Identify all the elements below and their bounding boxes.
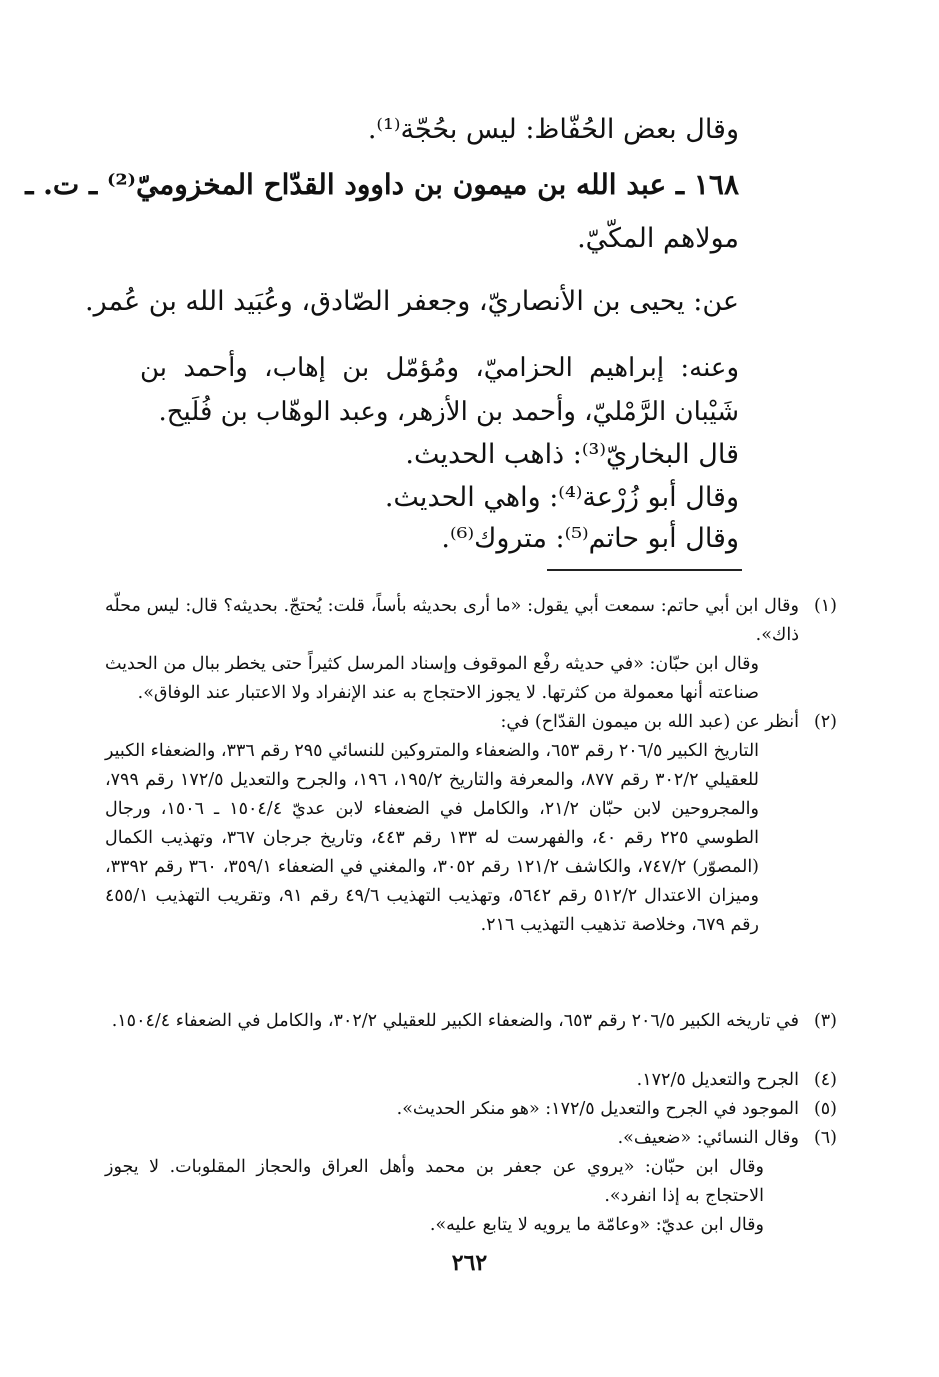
footnote-text: وقال ابن أبي حاتم: سمعت أبي يقول: «ما أرى بحديثه بأساً، قلت: يُحتجّ. بحديثه؟ قال: ليس محلّه ذاك». <box>105 596 799 645</box>
footnote-5 <box>105 1095 837 1124</box>
footnote-6 <box>105 1124 837 1153</box>
footnote-number: (٦) <box>813 1128 837 1148</box>
text-line-mawla: مولاهم المكّيّ. <box>577 223 739 254</box>
footnote-text: أنظر عن (عبد الله بن ميمون القدّاح) في: <box>500 712 799 732</box>
footnote-text: وقال النسائي: «ضعيف». <box>617 1128 799 1148</box>
footnote-3 <box>105 1007 837 1036</box>
footnote-text: الموجود في الجرح والتعديل ١٧٢/٥: «هو منكر الحديث». <box>396 1099 799 1119</box>
text-paragraph-narrators: وعنه: إبراهيم الحزاميّ، ومُؤمّل بن إهاب، وأحمد بن شَيْبان الرَّمْليّ، وأحمد بن الأزهر، وعبد الوهّاب بن فُلَيح. <box>140 353 739 427</box>
page-number: ٢٦٢ <box>451 1250 488 1276</box>
footnote-1 <box>105 592 837 650</box>
footnote-6-ibn-adi: وقال ابن عديّ: «وعامّة ما يرويه لا يتابع عليه». <box>429 1215 764 1235</box>
footnote-number: (١) <box>813 596 837 616</box>
text-line-narrated-from: عن: يحيى بن الأنصاريّ، وجعفر الصّادق، وعُبَيد الله بن عُمر. <box>85 286 739 317</box>
footnote-6-ibn-hibban: وقال ابن حبّان: «يروي عن جعفر بن محمد وأهل العراق والحجاز المقلوبات. لا يجوز الاحتجاج به إذا انفرد». <box>105 1157 764 1206</box>
footnote-number: (٥) <box>813 1099 837 1119</box>
footnote-text: في تاريخه الكبير ٢٠٦/٥ رقم ٦٥٣، والضعفاء الكبير للعقيلي ٣٠٢/٢، والكامل في الضعفاء ١٥٠٤/٤. <box>111 1011 799 1031</box>
footnote-separator <box>547 569 742 571</box>
text-line-hafiz-opinion: وقال بعض الحُفّاظ: ليس بحُجّة⁽¹⁾. <box>367 114 739 145</box>
footnote-2 <box>105 708 837 737</box>
footnote-number: (٤) <box>813 1070 837 1090</box>
footnote-text: الجرح والتعديل ١٧٢/٥. <box>636 1070 799 1090</box>
footnote-2-sources: التاريخ الكبير ٢٠٦/٥ رقم ٦٥٣، والضعفاء والمتروكين للنسائي ٢٩٥ رقم ٣٣٦، والضعفاء الكبير للعقيلي ٣٠٢/٢ رقم ٨٧٧، والمعرفة والتاريخ ١٩٥/٢، ١٩٦، والجرح والتعديل ١٧٢/٥ رقم ٧٩٩، والمجروحين لابن حبّان ٢١/٢، والكامل في الضعفاء لابن عديّ ١٥٠٤/٤ ـ ١٥٠٦، ورجال الطوسي ٢٢٥ رقم ٤٠، والفهرست له ١٣٣ رقم ٤٤٣، وتاريخ جرجان ٣٦٧، وتهذيب الكمال (المصوّر) ٧٤٧/٢، والكاشف ١٢١/٢ رقم ٣٠٥٢، والمغني في الضعفاء ٣٥٩/١، ٣٦٠ رقم ٣٣٩٢، وميزان الاعتدال ٥١٢/٢ رقم ٥٦٤٢، وتهذيب التهذيب ٤٩/٦ رقم ٩١، وتقريب التهذيب ٤٥٥/١ رقم ٦٧٩، وخلاصة تذهيب التهذيب ٢١٦. <box>105 741 760 935</box>
entry-heading: ١٦٨ ـ عبد الله بن ميمون بن داوود القدّاح المخزوميّ⁽²⁾ ـ ت. ـ <box>25 168 739 201</box>
text-line-abu-zura: وقال أبو زُرْعة⁽⁴⁾: واهي الحديث. <box>384 482 739 513</box>
text-line-abu-hatim: وقال أبو حاتم⁽⁵⁾: متروك⁽⁶⁾. <box>441 523 739 554</box>
footnote-number: (٢) <box>813 712 837 732</box>
text-line-bukhari: قال البخاريّ⁽³⁾: ذاهب الحديث. <box>405 439 739 470</box>
footnote-1-ibn-hibban: وقال ابن حبّان: «في حديثه رفْع الموقوف وإسناد المرسل كثيراً حتى يخطر ببال من الحديث صناعته أنها معمولة من كثرتها. لا يجوز الاحتجاج به عند الإنفراد ولا الاعتبار عند الوفاق». <box>105 654 759 703</box>
footnote-4 <box>105 1066 837 1095</box>
footnote-number: (٣) <box>813 1011 837 1031</box>
